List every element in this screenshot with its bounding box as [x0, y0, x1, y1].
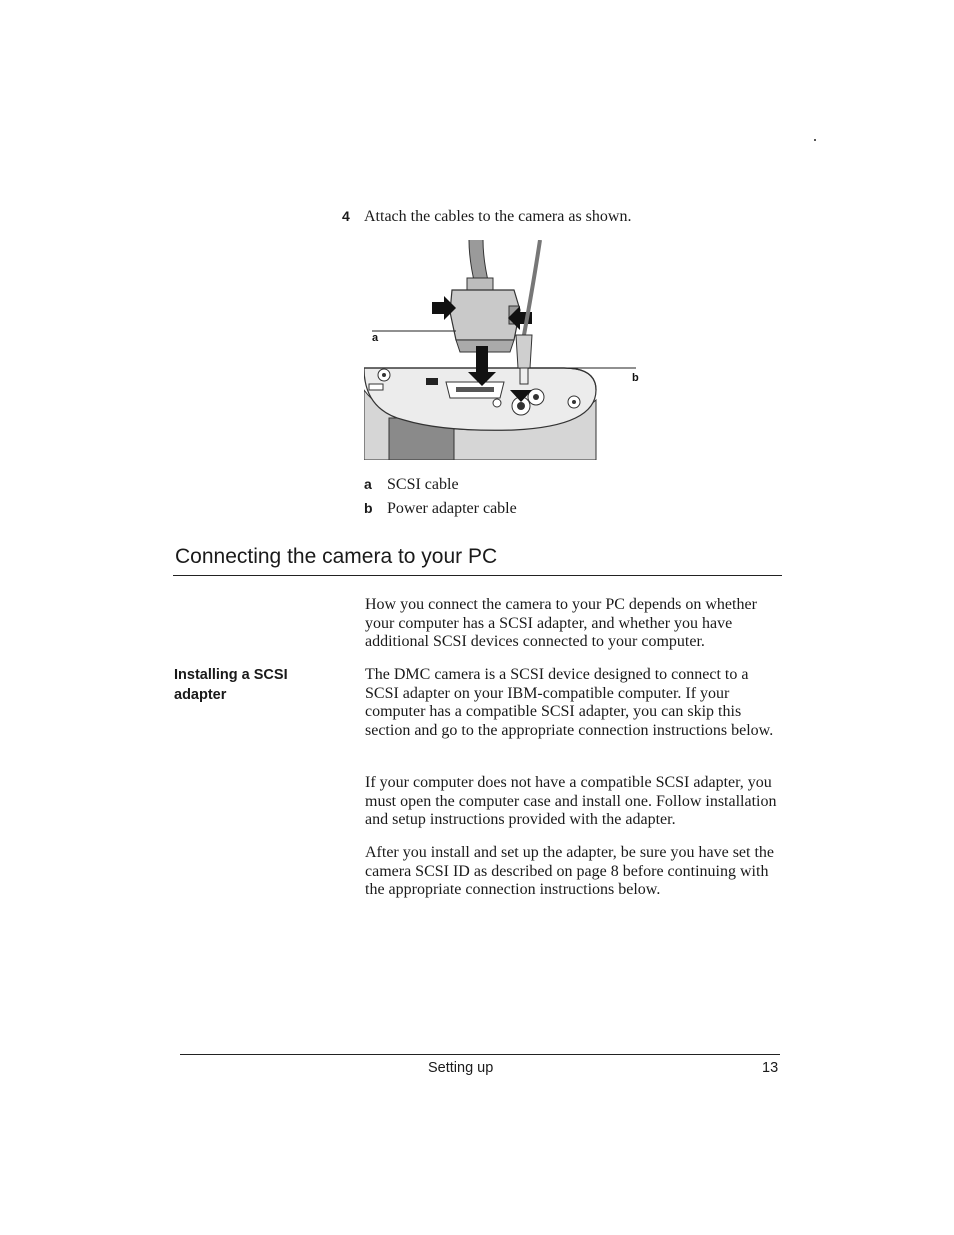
body-paragraph: If your computer does not have a compatible SCSI adapter, you must open the computer case and install one. Follow installation and setup instructions provided with the adapter.	[365, 774, 777, 829]
legend-item-b	[364, 500, 517, 518]
section-divider	[173, 575, 782, 576]
step-number: 4	[342, 208, 350, 224]
body-paragraph: The DMC camera is a SCSI device designed to connect to a SCSI adapter on your IBM-compatible computer. If your computer has a compatible SCSI adapter, you can skip this section and go to the appropriate connection instructions below.	[365, 666, 774, 740]
legend-key: b	[364, 500, 373, 516]
scsi-cable	[450, 240, 520, 352]
subsection-heading: Installing a SCSI adapter	[174, 667, 288, 703]
page-number: 13	[762, 1060, 779, 1076]
callout-a: a	[372, 332, 379, 344]
step-text: Attach the cables to the camera as shown.	[364, 208, 632, 225]
body-paragraph: After you install and set up the adapter, be sure you have set the camera SCSI ID as described on page 8 before continuing with the appropriate connection instructions below.	[365, 844, 775, 899]
camera-cable-illustration	[364, 240, 642, 460]
footer-section-name: Setting up	[428, 1060, 494, 1076]
callout-b: b	[632, 372, 639, 384]
step-instruction	[342, 208, 631, 226]
page-mark	[814, 139, 816, 141]
legend-text: Power adapter cable	[387, 500, 517, 517]
legend-text: SCSI cable	[387, 476, 459, 493]
section-intro: How you connect the camera to your PC depends on whether your computer has a SCSI adapter, and whether you have additional SCSI devices connected to your computer.	[365, 596, 757, 651]
legend-item-a	[364, 476, 459, 494]
section-title: Connecting the camera to your PC	[175, 545, 498, 568]
illustration-svg	[364, 240, 642, 460]
footer-divider	[180, 1054, 780, 1055]
legend-key: a	[364, 476, 372, 492]
